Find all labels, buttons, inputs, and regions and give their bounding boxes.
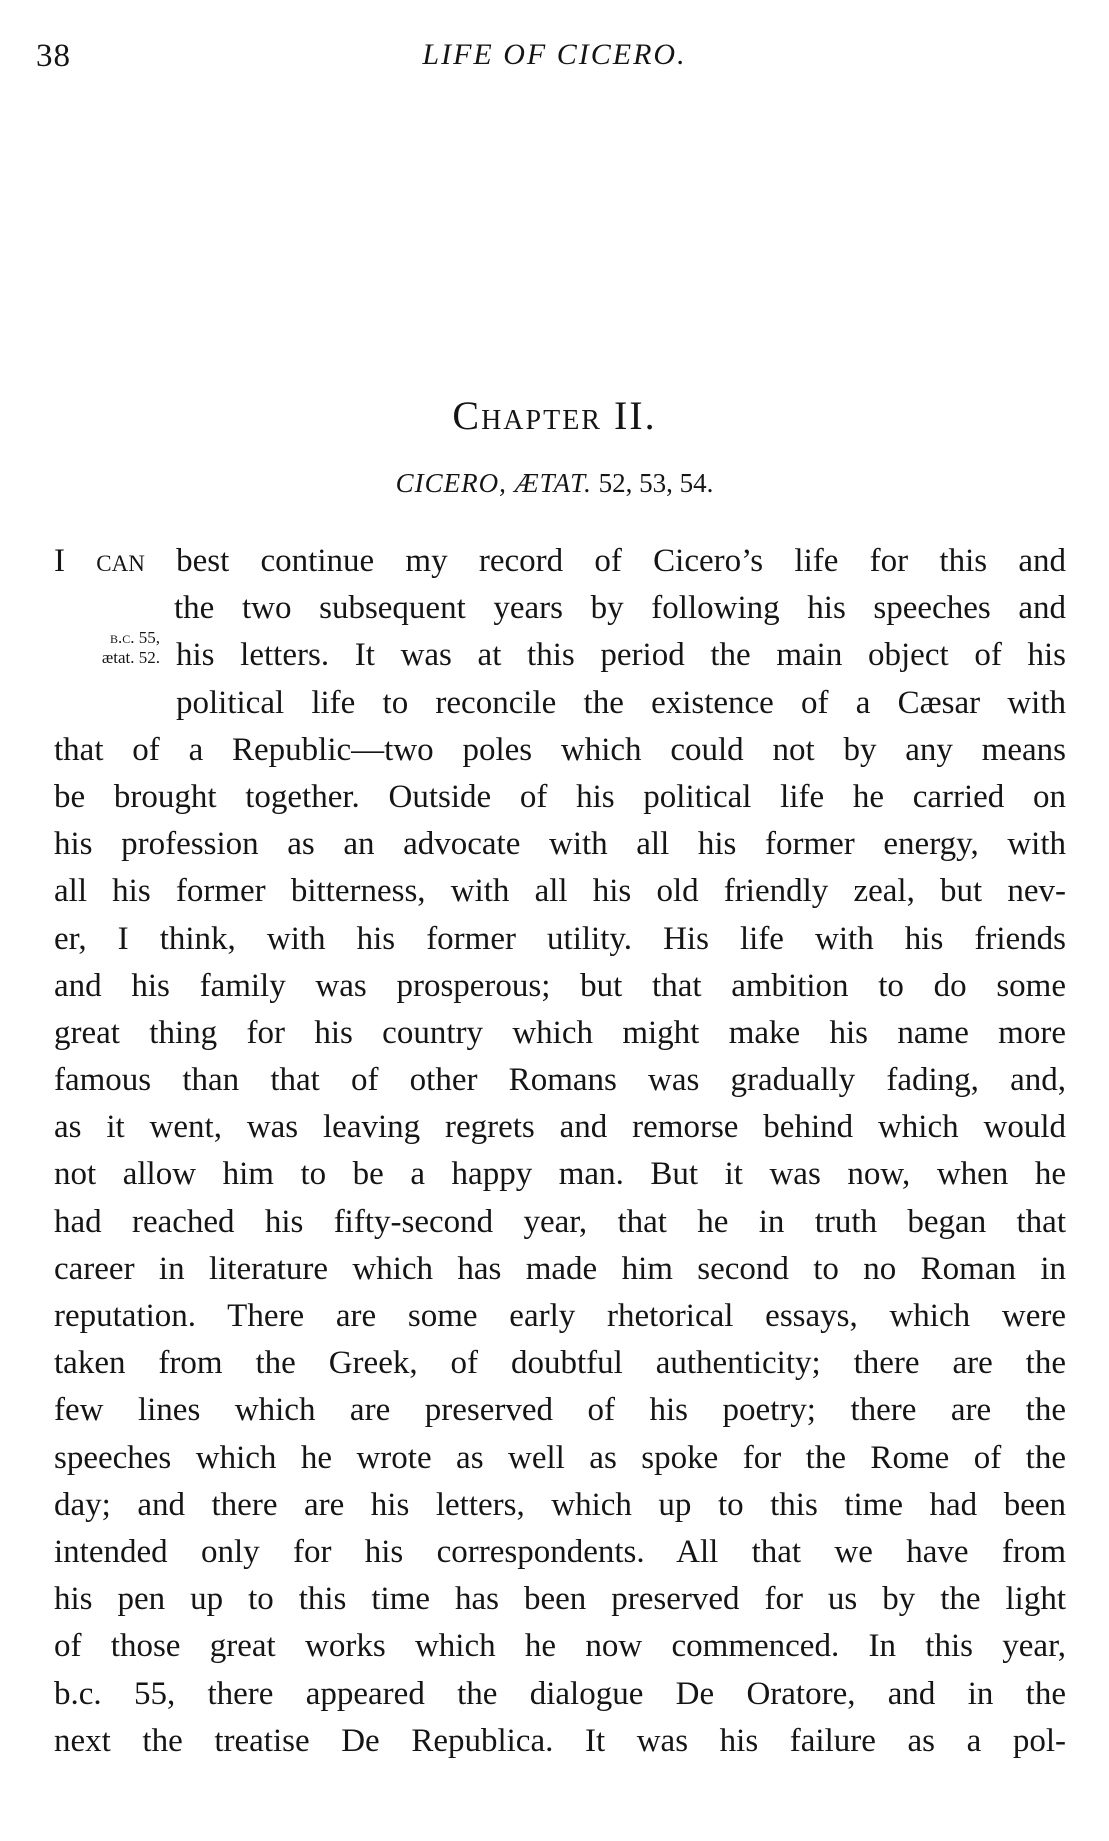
page-number: 38 [36, 38, 71, 74]
text-line: not allow him to be a happy man. But it was now, when he [54, 1156, 1066, 1193]
text-line: speeches which he wrote as well as spoke for the Rome of the [54, 1439, 1066, 1476]
text-line: of those great works which he now commenced. In this year, [54, 1628, 1066, 1665]
text-line: that of a Republic—two poles which could not by any means [54, 731, 1066, 768]
text-line: taken from the Greek, of doubtful authenticity; there are the [54, 1345, 1066, 1382]
body-text [54, 538, 1066, 1765]
text-line: few lines which are preserved of his poetry; there are the [54, 1392, 1066, 1429]
text-line: next the treatise De Republica. It was his failure as a pol- [54, 1722, 1066, 1759]
text-line: had reached his fifty-second year, that he in truth began that [54, 1203, 1066, 1240]
chapter-subtitle [0, 468, 1109, 499]
text-line: political life to reconcile the existence of a Cæsar with [176, 684, 1066, 721]
text-line: all his former bitterness, with all his old friendly zeal, but nev- [54, 873, 1066, 910]
drop-cap-words: I can [54, 543, 145, 579]
margin-note-year: b.c. 55, [109, 628, 160, 647]
text-line [54, 538, 1066, 585]
text-line: and his family was prosperous; but that ambition to do some [54, 967, 1066, 1004]
subtitle-name: CICERO, ÆTAT. [395, 468, 592, 498]
text-line: his pen up to this time has been preserved for us by the light [54, 1581, 1066, 1618]
text-line: intended only for his correspondents. All that we have from [54, 1533, 1066, 1570]
subtitle-years: 52, 53, 54. [598, 468, 714, 498]
margin-note-age: ætat. 52. [101, 648, 160, 667]
text-line: famous than that of other Romans was gradually fading, and, [54, 1062, 1066, 1099]
text-line: be brought together. Outside of his political life he carried on [54, 778, 1066, 815]
first-line-text: best continue my record of Cicero’s life for this and [176, 543, 1066, 579]
text-line: the two subsequent years by following his speeches and [174, 590, 1066, 627]
text-line: his profession as an advocate with all his former energy, with [54, 826, 1066, 863]
text-line: great thing for his country which might make his name more [54, 1014, 1066, 1051]
text-line: er, I think, with his former utility. His life with his friends [54, 920, 1066, 957]
text-line: career in literature which has made him second to no Roman in [54, 1250, 1066, 1287]
text-line: reputation. There are some early rhetorical essays, which were [54, 1298, 1066, 1334]
text-line: b.c. 55, there appeared the dialogue De Oratore, and in the [54, 1675, 1066, 1712]
text-line: as it went, was leaving regrets and remorse behind which would [54, 1109, 1066, 1146]
chapter-heading: Chapter II. [452, 393, 657, 438]
text-line: his letters. It was at this period the main object of his [176, 637, 1066, 674]
running-title: LIFE OF CICERO. [422, 38, 687, 71]
text-line: day; and there are his letters, which up to this time had been [54, 1486, 1066, 1523]
